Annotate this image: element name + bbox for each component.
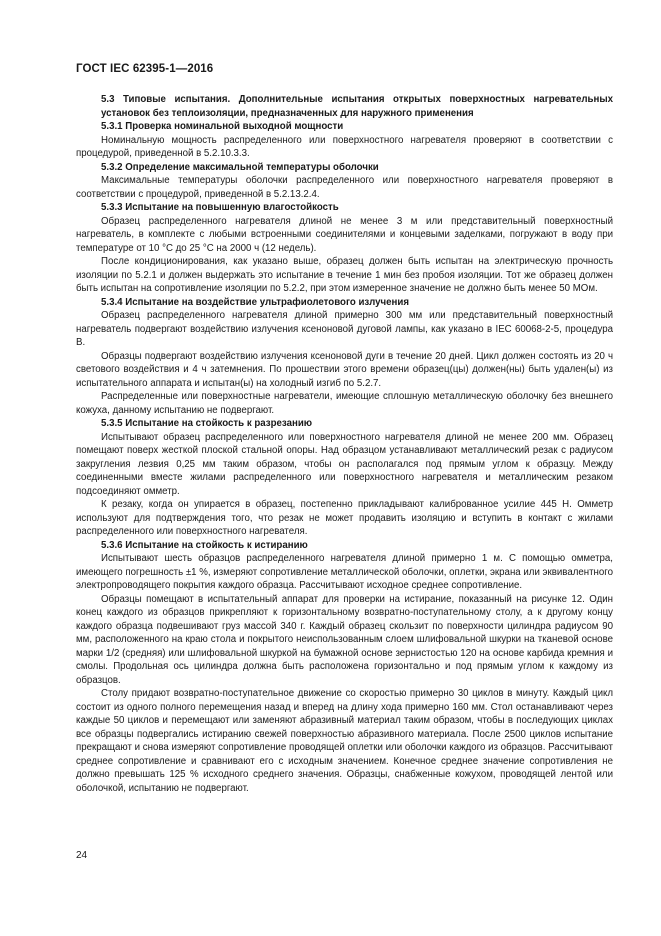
subsection-title: 5.3.6 Испытание на стойкость к истиранию (101, 539, 308, 551)
document-header: ГОСТ IEC 62395-1—2016 (76, 63, 214, 75)
paragraph: Номинальную мощность распределенного или поверхностного нагревателя проверяют в соответствии с процедурой, приведенной в 5.2.10.3.3. (76, 134, 613, 159)
paragraph: Образец распределенного нагревателя длиной примерно 300 мм или представительный поверхностный нагреватель подвергают воздействию излучения ксеноновой дуговой лампы, как указано в IEC 60068-2-5, процедура B. (76, 310, 613, 348)
paragraph: Максимальные температуры оболочки распределенного или поверхностного нагревателя проверяют в соответствии с процедурой, приведенной в 5.2.13.2.4. (76, 175, 613, 200)
paragraph: Образцы подвергают воздействию излучения ксеноновой дуги в течение 20 дней. Цикл должен состоять из 20 ч светового воздействия и 4 ч затемнения. По прошествии этого времени образец(цы) должен(ны) быть удален(ы) из испытательного аппарата и испытан(ы) на холодный изгиб по 5.2.7. (76, 350, 613, 389)
section-title: 5.3 Типовые испытания. Дополнительные испытания открытых поверхностных нагревательных установок без теплоизоляции, предназначенных для наружного применения (101, 94, 613, 119)
subsection-title: 5.3.5 Испытание на стойкость к разрезанию (101, 418, 313, 429)
paragraph: Испытывают шесть образцов распределенного нагревателя длиной примерно 1 м. С помощью омметра, имеющего погрешность ±1 %, измеряют сопротивление металлической оболочки, оплетки, экрана или эквивалентного электропроводящего покрытия каждого образца. Рассчитывают исходное среднее сопротивление. (76, 553, 613, 591)
subsection-title: 5.3.2 Определение максимальной температуры оболочки (101, 161, 379, 173)
paragraph: К резаку, когда он упирается в образец, постепенно прикладывают калиброванное усилие 445 Н. Омметр используют для подтверждения того, что резак не может продавить изоляцию и вступить в контакт с жилами распределенного или поверхностного нагревателя. (76, 499, 613, 537)
paragraph: После кондиционирования, как указано выше, образец должен быть испытан на электрическую прочность изоляции по 5.2.1 и должен выдержать это испытание в течение 1 мин без пробоя изоляции. Тот же образец должен быть испытан на сопротивление изоляции по 5.2.2, при этом измеренное значение не должно быть менее 50 МОм. (76, 256, 613, 294)
document-body (76, 93, 613, 795)
subsection-title: 5.3.3 Испытание на повышенную влагостойкость (101, 202, 339, 213)
subsection-title: 5.3.4 Испытание на воздействие ультрафиолетового излучения (101, 296, 409, 308)
subsection-title: 5.3.1 Проверка номинальной выходной мощности (101, 121, 344, 132)
page-number: 24 (76, 850, 88, 861)
paragraph: Испытывают образец распределенного или поверхностного нагревателя длиной не менее 200 мм. Образец помещают поверх жесткой плоской стальной опоры. Над образцом устанавливают металлический резак с радиусом закругления лезвия 0,25 мм таким образом, чтобы он располагался под прямым углом к образцу. Между соединенными вместе жилами распределенного или поверхностного нагревателя и металлическим резаком подсоединяют омметр. (76, 431, 613, 497)
paragraph: Образец распределенного нагревателя длиной не менее 3 м или представительный поверхностный нагреватель, в комплекте с любыми встроенными соединителями и концевыми заделками, погружают в воду при температуре от 10 °С до 25 °С на 2000 ч (12 недель). (76, 215, 613, 254)
paragraph: Распределенные или поверхностные нагреватели, имеющие сплошную металлическую оболочку без внешнего кожуха, данному испытанию не подвергают. (76, 391, 613, 416)
paragraph: Столу придают возвратно-поступательное движение со скоростью примерно 30 циклов в минуту. Каждый цикл состоит из одного полного перемещения назад и вперед на длину хода примерно 160 мм. Стол останавливают через каждые 50 циклов и перемещают или заменяют абразивный материал таким образом, чтобы в последующих циклах все образцы подвергались истиранию свежей поверхностью абразивного материала. После 2500 циклов испытание прекращают и снова измеряют сопротивление проводящей оплетки или оболочки каждого из образцов. Рассчитывают среднее сопротивление и сравнивают его с исходным значением. Конечное среднее значение сопротивления не должно превышать 125 % исходного среднего значения. Образцы, снабженные кожухом, проводящей лентой или оболочкой, испытанию не подвергают. (76, 688, 613, 794)
paragraph: Образцы помещают в испытательный аппарат для проверки на истирание, показанный на рисунке 12. Один конец каждого из образцов прикрепляют к горизонтальному возвратно-поступательному столу, а к другому концу каждого образца подвешивают груз массой 340 г. Каждый образец скользит по поверхности цилиндра радиусом 90 мм, расположенного на краю стола и покрытого неиспользованным слоем шлифовальной шкурки на тканевой основе марки 1/2 (средняя) или шлифовальной шкуркой на бумажной основе зернистостью 120 на основе карбида кремния и смолы. Продольная ось цилиндра должна быть расположена горизонтально и под прямым углом к каждому из образцов. (76, 593, 613, 686)
